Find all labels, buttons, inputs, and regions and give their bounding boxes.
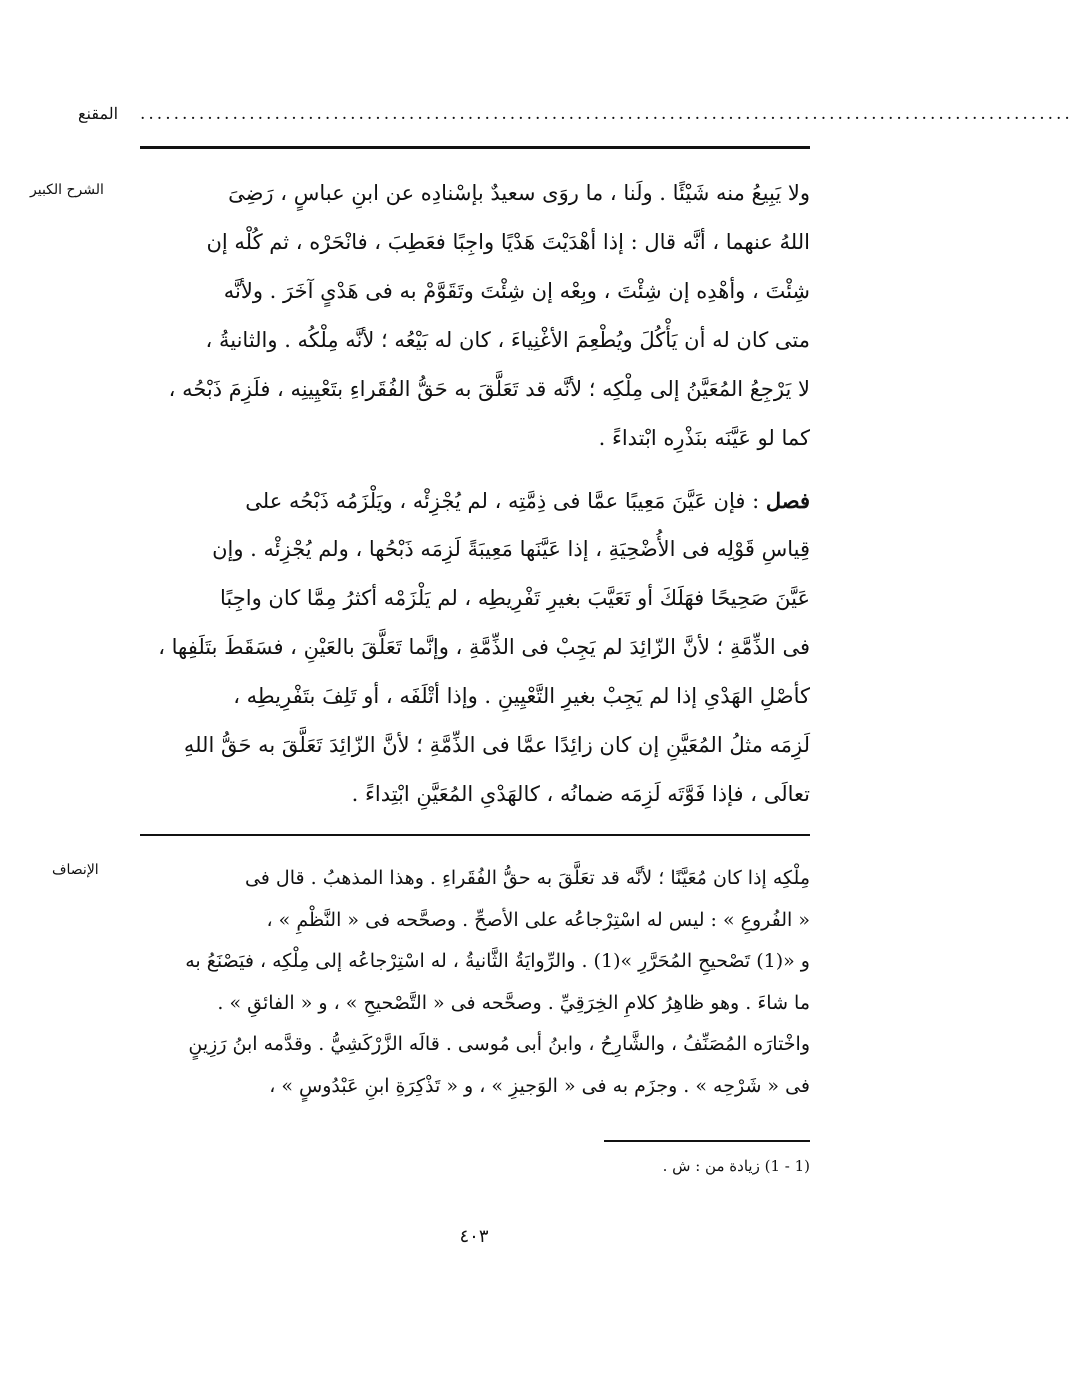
section-divider-rule: [140, 834, 810, 836]
fasl-paragraph: [140, 476, 810, 819]
footnote: (1 - 1) زيادة من : ش .: [662, 1157, 810, 1175]
running-header-title: المقنع: [78, 104, 119, 123]
text-line: لا يَرْجِعُ المُعَيَّنُ إلى مِلْكِه ؛ لأنَّه قد تَعَلَّقَ به حَقُّ الفُقَراءِ بتَعْيِينِه ، فلَزِمَ ذَبْحُه ،: [168, 377, 810, 401]
sharh-side-label: الشرح الكبير: [30, 182, 104, 198]
text-line: متى كان له أن يَأْكُلَ ويُطْعِمَ الأغْنِياءَ ، كان له بَيْعُه ؛ لأنَّه مِلْكُه . والثانيةُ ،: [205, 328, 810, 352]
insaf-paragraph: [140, 858, 810, 1107]
header-dotted-leader: ...............................................................................................................: [140, 104, 1073, 124]
text-line: واخْتارَه المُصَنِّفُ ، والشَّارِحُ ، وابنُ أبى مُوسى . قالَه الزَّرْكَشِيُّ . وقدَّمه ابنُ رَزِينٍ: [188, 1033, 810, 1055]
text-line: شِئْتَ ، وأهْدِه إن شِئْتَ ، وبِعْه إن شِئْتَ وتَقَوَّمْ به فى هَدْىٍ آخَرَ . ولأنَّه: [223, 279, 810, 303]
footnote-rule: [604, 1140, 810, 1142]
text-line: قِياسِ قَوْلِه فى الأُضْحِيَةِ ، إذا عَيَّنَها مَعِيبَةً لَزِمَه ذَبْحُها ، ولم يُجْزِئْه . وإن: [212, 537, 810, 561]
fasl-first-line-text: : فإن عَيَّنَ مَعِيبًا عمَّا فى ذِمَّتِه ، لم يُجْزِئْه ، ويَلْزَمُه ذَبْحُه على: [245, 489, 766, 513]
text-line: « الفُروعِ » : ليس له اسْتِرْجاعُه على الأصحِّ . وصحَّحه فى « النَّظْمِ » ،: [266, 908, 810, 931]
text-line: اللهُ عنهما ، أنَّه قال : إذا أهْدَيْتَ هَدْيًا واجِبًا فعَطِبَ ، فانْحَرْه ، ثم كُلْه إن: [206, 230, 810, 254]
page-number: ٤٠٣: [459, 1226, 489, 1247]
text-line: فى « شَرْحِه » . وجزَم به فى « الوَجيزِ » ، و « تَذْكِرَةِ ابنِ عَبْدُوسٍ » ،: [269, 1074, 810, 1097]
text-line: تعالَى ، فإذا فَوَّتَه لَزِمَه ضمانُه ، كالهَدْىِ المُعَيَّنِ ابْتِداءً .: [351, 782, 810, 806]
text-line: كأصْلِ الهَدْىِ إذا لم يَجِبْ بغيرِ التَّعْيِينِ . وإذا أتْلَفَه ، أو تَلِفَ بتَفْرِيطِه ،: [233, 684, 810, 708]
fasl-first-line: [140, 476, 810, 525]
sharh-paragraph: [140, 169, 810, 463]
text-line: كما لو عَيَّنَه بنَذْرِه ابْتداءً .: [598, 426, 810, 450]
text-line: ما شاءَ . وهو ظاهِرُ كلامِ الخِرَقِيِّ . وصحَّحه فى « التَّصْحيحِ » ، و « الفائقِ » .: [217, 991, 810, 1014]
text-line: و «(1) تَصْحيحِ المُحَرَّرِ »(1) . والرِّوايَةُ الثَّانيةُ ، له اسْتِرْجاعُه إلى مِلْكِه ، فيَصْنَعُ به: [185, 950, 810, 972]
text-line: مِلْكِه إذا كان مُعَيَّنًا ؛ لأنَّه قد تعَلَّقَ به حقُّ الفُقَراءِ . وهذا المذهبُ . قال فى: [244, 867, 810, 889]
fasl-heading: فصل: [765, 488, 810, 513]
text-line: لَزِمَه مثلُ المُعَيَّنِ إن كان زائِدًا عمَّا فى الذِّمَّةِ ؛ لأنَّ الزّائِدَ تَعَلَّقَ به حَقُّ اللهِ: [183, 733, 810, 757]
text-line: ولا يَبِيعُ منه شَيْئًا . ولَنا ، ما روَى سعيدٌ بإسْنادِه عن ابنِ عباسٍ ، رَضِىَ: [228, 181, 810, 205]
text-line: عَيَّنَ صَحِيحًا فهَلَكَ أو تَعَيَّبَ بغيرِ تَفْرِيطِه ، لم يَلْزَمْه أكثرُ مِمَّا كان واجِبًا: [220, 586, 810, 610]
header-rule: [140, 146, 810, 149]
insaf-side-label: الإنصاف: [52, 862, 99, 878]
text-line: فى الذِّمَّةِ ؛ لأنَّ الزّائِدَ لم يَجِبْ فى الذِّمَّةِ ، وإنَّما تَعَلَّقَ بالعَيْنِ ، فسَقَطَ بتَلَفِها ،: [158, 635, 810, 659]
